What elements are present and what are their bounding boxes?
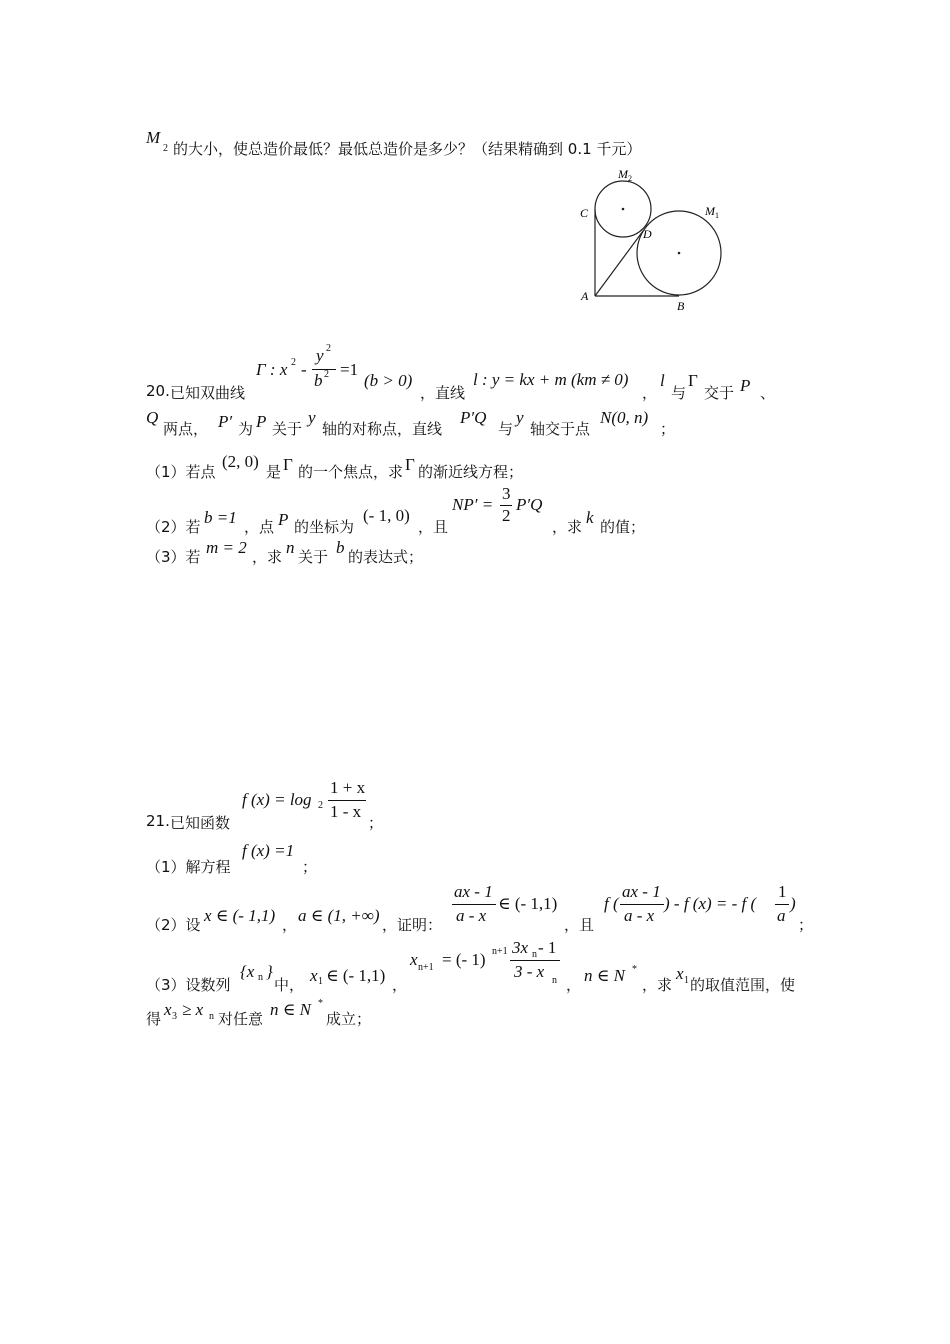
q21-p2-f3-bar xyxy=(775,904,789,905)
label-m1-sub: 1 xyxy=(715,211,719,220)
q20-guanyu: 关于 xyxy=(272,420,303,438)
q21-p3-ge-sub: n xyxy=(209,1011,214,1022)
q20-P2: P xyxy=(256,412,267,431)
q20-p2-vec-num: 3 xyxy=(502,484,511,503)
q20-p2-vec-lhs: NP′ = xyxy=(452,495,494,514)
q20-p3-b: ，求 xyxy=(252,548,283,566)
q20-yu1: 与 xyxy=(671,384,687,402)
geometry-figure xyxy=(570,160,740,320)
q21-f-sub: 2 xyxy=(318,800,323,811)
q21-p2-f-bar xyxy=(620,904,664,905)
q21-p3-c: ， xyxy=(392,976,408,994)
q20-number: 20. xyxy=(146,382,170,400)
q21-p3-seq-sub: n xyxy=(258,972,263,983)
q21-p3-d: ， xyxy=(566,976,582,994)
q20-p2-a: （2）若 xyxy=(146,518,201,536)
var-M: M xyxy=(146,128,161,147)
q21-f-bar xyxy=(328,800,366,801)
q20-p3-n: n xyxy=(286,538,295,557)
q20-t-line: ，直线 xyxy=(420,384,466,402)
q20-PpQ: P′Q xyxy=(460,408,487,427)
q20-dun: 、 xyxy=(760,384,776,402)
q21-p3-x1-sub: 1 xyxy=(318,976,323,987)
q21-number: 21. xyxy=(146,812,170,830)
q20-frac-num-sup: 2 xyxy=(326,343,331,354)
q20-frac-den: b xyxy=(314,371,323,390)
q21-p3-f: 的取值范围，使 xyxy=(690,976,796,994)
q20-p1-gamma1: Γ xyxy=(283,455,293,474)
q20-l: l xyxy=(660,371,665,390)
q20-curve-sup: 2 xyxy=(291,357,296,368)
q21-p3-x1b: x xyxy=(676,964,684,983)
q21-p3-seq: {x xyxy=(240,962,255,981)
q20-curve-lhs: Γ : x xyxy=(256,360,288,379)
q21-p3-x1: x xyxy=(310,966,318,985)
center-m2 xyxy=(622,208,625,211)
q20-P1: P xyxy=(740,376,751,395)
q20-zhoudui: 轴的对称点，直线 xyxy=(322,420,443,438)
q21-p1-semi: ； xyxy=(302,858,318,876)
q20-frac-den-sup: 2 xyxy=(324,369,329,380)
q21-p3-x3-sub: 3 xyxy=(172,1011,177,1022)
q20-p3-c: 关于 xyxy=(298,548,329,566)
q20-wei: 为 xyxy=(238,420,254,438)
q21-p3-seq-end: } xyxy=(266,962,273,981)
q20-p1-d: 的渐近线方程； xyxy=(418,463,524,481)
q21-p3-rec-den-sub: n xyxy=(552,975,557,986)
q20-p2-point: (- 1, 0) xyxy=(363,506,410,525)
q21-p2-a2: a ∈ (1, +∞) xyxy=(298,906,380,925)
q20-yu2: 与 xyxy=(498,420,514,438)
q20-intro: 已知双曲线 xyxy=(170,384,246,402)
q21-p3-rec-sup: n+1 xyxy=(492,946,508,957)
label-c: C xyxy=(580,206,589,220)
label-b: B xyxy=(677,299,685,313)
q21-p3-h: 对任意 xyxy=(218,1010,264,1028)
q21-p2-frac-den: a - x xyxy=(456,906,487,925)
q21-p2-a: （2）设 xyxy=(146,916,201,934)
q21-p3-x3: x xyxy=(164,1000,172,1019)
q21-intro: 已知函数 xyxy=(170,814,231,832)
q20-p3-b-var: b xyxy=(336,538,345,557)
q21-p3-nN: n ∈ N xyxy=(584,966,625,985)
q21-p2-f4: ) xyxy=(790,894,796,913)
q20-p1-gamma2: Γ xyxy=(405,455,415,474)
q20-line-eq: l : y = kx + m (km ≠ 0) xyxy=(473,370,629,389)
q20-p2-d: ，且 xyxy=(418,518,449,536)
q20-p2-b-eq: b =1 xyxy=(204,508,237,527)
q20-curve-cond: (b > 0) xyxy=(364,371,413,390)
q20-zhoujiao: 轴交于点 xyxy=(530,420,591,438)
label-m2-sub: 2 xyxy=(628,174,632,183)
q20-Pp1: P′ xyxy=(218,412,233,431)
q20-p2-c: 的坐标为 xyxy=(294,518,355,536)
q21-p3-rec-num: 3x xyxy=(512,938,529,957)
q21-p3-rec-num-sub: n xyxy=(532,949,537,960)
q20-p2-f: 的值； xyxy=(600,518,646,536)
q21-p3-rec-lhs: x xyxy=(410,950,418,969)
q21-p3-a: （3）设数列 xyxy=(146,976,231,994)
q20-p2-vec-den: 2 xyxy=(502,506,511,525)
q21-p3-e: ，求 xyxy=(642,976,673,994)
q21-p2-frac-num: ax - 1 xyxy=(454,882,493,901)
q21-p1-eq: f (x) =1 xyxy=(242,841,295,860)
q21-p3-ge: ≥ x xyxy=(182,1000,204,1019)
q21-p2-f-den: a - x xyxy=(624,906,655,925)
q19-text: 的大小，使总造价最低？最低总造价是多少？（结果精确到 0.1 千元） xyxy=(173,140,642,158)
q21-p3-rec-num-end: - 1 xyxy=(538,938,557,957)
q21-p3-star2: * xyxy=(318,998,323,1009)
q21-p2-f3-den: a xyxy=(777,906,786,925)
q20-liangdian: 两点， xyxy=(163,420,209,438)
q21-p3-nN2: n ∈ N xyxy=(270,1000,311,1019)
q21-p2-semi: ； xyxy=(798,916,814,934)
q20-semi: ； xyxy=(660,420,676,438)
q20-p1-a: （1）若点 xyxy=(146,463,216,481)
q21-p2-f3-num: 1 xyxy=(778,882,787,901)
label-m2: M xyxy=(618,167,628,181)
q20-p2-e: ，求 xyxy=(552,518,583,536)
q21-p2-frac-bar xyxy=(452,904,496,905)
q21-p3-i: 成立； xyxy=(326,1010,372,1028)
q21-p3-b: 中， xyxy=(274,976,305,994)
q21-p3-rec-eq: = (- 1) xyxy=(442,950,486,969)
q20-p3-a: （3）若 xyxy=(146,548,201,566)
q20-p1-point: (2, 0) xyxy=(222,452,259,471)
q20-p1-c: 的一个焦点，求 xyxy=(298,463,404,481)
q20-comma1: ， xyxy=(642,384,658,402)
q20-p2-k: k xyxy=(586,508,594,527)
label-m1: M xyxy=(705,204,715,218)
q20-p3-m: m = 2 xyxy=(206,538,247,557)
q21-p3-star: * xyxy=(632,964,637,975)
q21-p3-rec-den: 3 - x xyxy=(514,962,545,981)
q21-p2-b: ，证明： xyxy=(382,916,443,934)
q21-f-num: 1 + x xyxy=(330,778,366,797)
q21-p3-rec-bar xyxy=(510,960,560,961)
q20-Q1: Q xyxy=(146,408,159,427)
segment-ad xyxy=(595,231,643,296)
q20-p3-d: 的表达式； xyxy=(348,548,424,566)
q21-f-lhs: f (x) = log xyxy=(242,790,312,809)
q21-p3-x1-in: ∈ (- 1,1) xyxy=(326,966,386,985)
q20-p2-b: ，点 xyxy=(244,518,275,536)
q20-p1-b: 是 xyxy=(266,463,282,481)
q20-curve-minus: - xyxy=(301,360,307,379)
q20-frac-num: y xyxy=(316,346,324,365)
q20-gamma1: Γ xyxy=(688,371,698,390)
q21-p2-c: ，且 xyxy=(564,916,595,934)
var-M-sub: 2 xyxy=(163,143,168,154)
q21-p1-a: （1）解方程 xyxy=(146,858,231,876)
center-m1 xyxy=(678,252,681,255)
q21-p3-x1b-sub: 1 xyxy=(684,975,689,986)
q21-p2-f1: f ( xyxy=(604,894,619,913)
q20-p2-P: P xyxy=(278,510,289,529)
q21-p3-g: 得 xyxy=(146,1010,162,1028)
q21-f-den: 1 - x xyxy=(330,802,362,821)
q20-jiaoyu: 交于 xyxy=(704,384,735,402)
q21-p2-f-num: ax - 1 xyxy=(622,882,661,901)
q20-N: N(0, n) xyxy=(600,408,649,427)
q21-p3-rec-sub: n+1 xyxy=(418,962,434,973)
q20-y1: y xyxy=(308,408,316,427)
q21-p2-c1: ， xyxy=(282,916,298,934)
q20-p2-vec-rhs: P′Q xyxy=(516,495,543,514)
label-d: D xyxy=(643,227,652,241)
q21-p2-in: ∈ (- 1,1) xyxy=(498,894,558,913)
q21-semi: ； xyxy=(368,814,384,832)
q21-p2-x: x ∈ (- 1,1) xyxy=(204,906,276,925)
q20-curve-eq: =1 xyxy=(340,360,359,379)
q21-p2-f2: ) - f (x) = - f ( xyxy=(664,894,757,913)
q20-y2: y xyxy=(516,408,524,427)
label-a: A xyxy=(581,289,589,303)
